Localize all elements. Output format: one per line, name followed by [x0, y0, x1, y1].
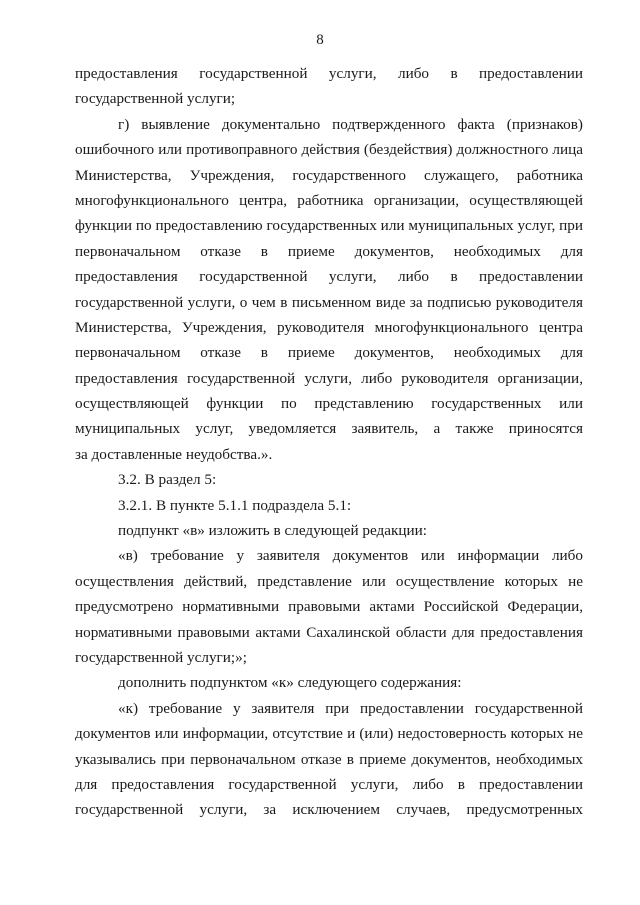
page-number: 8: [316, 32, 324, 48]
document-body-text: [75, 61, 583, 823]
text-line: за доставленные неудобства.».: [75, 445, 273, 463]
text-line: государственной услуги, о чем в письменном виде за подписью руководителя: [75, 293, 583, 311]
text-line: осуществления действий, представление или осуществление которых не: [75, 572, 583, 590]
text-line: Министерства, Учреждения, руководителя многофункционального центра: [75, 318, 583, 336]
text-line: «к) требование у заявителя при предоставлении государственной: [118, 699, 583, 717]
text-line: муниципальных услуг, уведомляется заявитель, а также приносятся: [75, 420, 583, 438]
text-line: документов или информации, отсутствие и (или) недостоверность которых не: [75, 725, 583, 743]
text-line: 3.2.1. В пункте 5.1.1 подраздела 5.1:: [118, 496, 352, 514]
text-line: предусмотрено нормативными правовыми актами Российской Федерации,: [75, 598, 583, 616]
text-line: дополнить подпунктом «к» следующего содержания:: [118, 674, 462, 692]
text-line: государственной услуги;: [75, 90, 236, 108]
text-line: осуществляющей функции по представлению государственных или: [75, 395, 583, 413]
text-line: указывались при первоначальном отказе в приеме документов, необходимых: [75, 750, 583, 768]
text-line: функции по предоставлению государственных или муниципальных услуг, при: [75, 217, 583, 235]
text-line: Министерства, Учреждения, государственного служащего, работника: [75, 166, 583, 184]
text-line: государственной услуги;»;: [75, 648, 247, 666]
text-line: первоначальном отказе в приеме документов, необходимых для: [75, 344, 583, 362]
text-line: государственной услуги, за исключением случаев, предусмотренных: [75, 801, 583, 819]
text-line: нормативными правовыми актами Сахалинской области для предоставления: [75, 623, 583, 641]
text-line: первоначальном отказе в приеме документов, необходимых для: [75, 242, 583, 260]
text-line: предоставления государственной услуги, либо в предоставлении: [75, 65, 583, 82]
text-line: «в) требование у заявителя документов или информации либо: [118, 547, 583, 565]
text-line: предоставления государственной услуги, либо руководителя организации,: [75, 369, 583, 387]
text-line: предоставления государственной услуги, либо в предоставлении: [75, 268, 583, 286]
text-line: г) выявление документально подтвержденного факта (признаков): [118, 115, 583, 133]
text-line: для предоставления государственной услуги, либо в предоставлении: [75, 775, 583, 793]
text-line: подпункт «в» изложить в следующей редакции:: [118, 522, 427, 540]
text-line: многофункционального центра, работника организации, осуществляющей: [75, 191, 583, 209]
text-line: 3.2. В раздел 5:: [118, 471, 217, 489]
text-line: ошибочного или противоправного действия (бездействия) должностного лица: [75, 141, 583, 159]
